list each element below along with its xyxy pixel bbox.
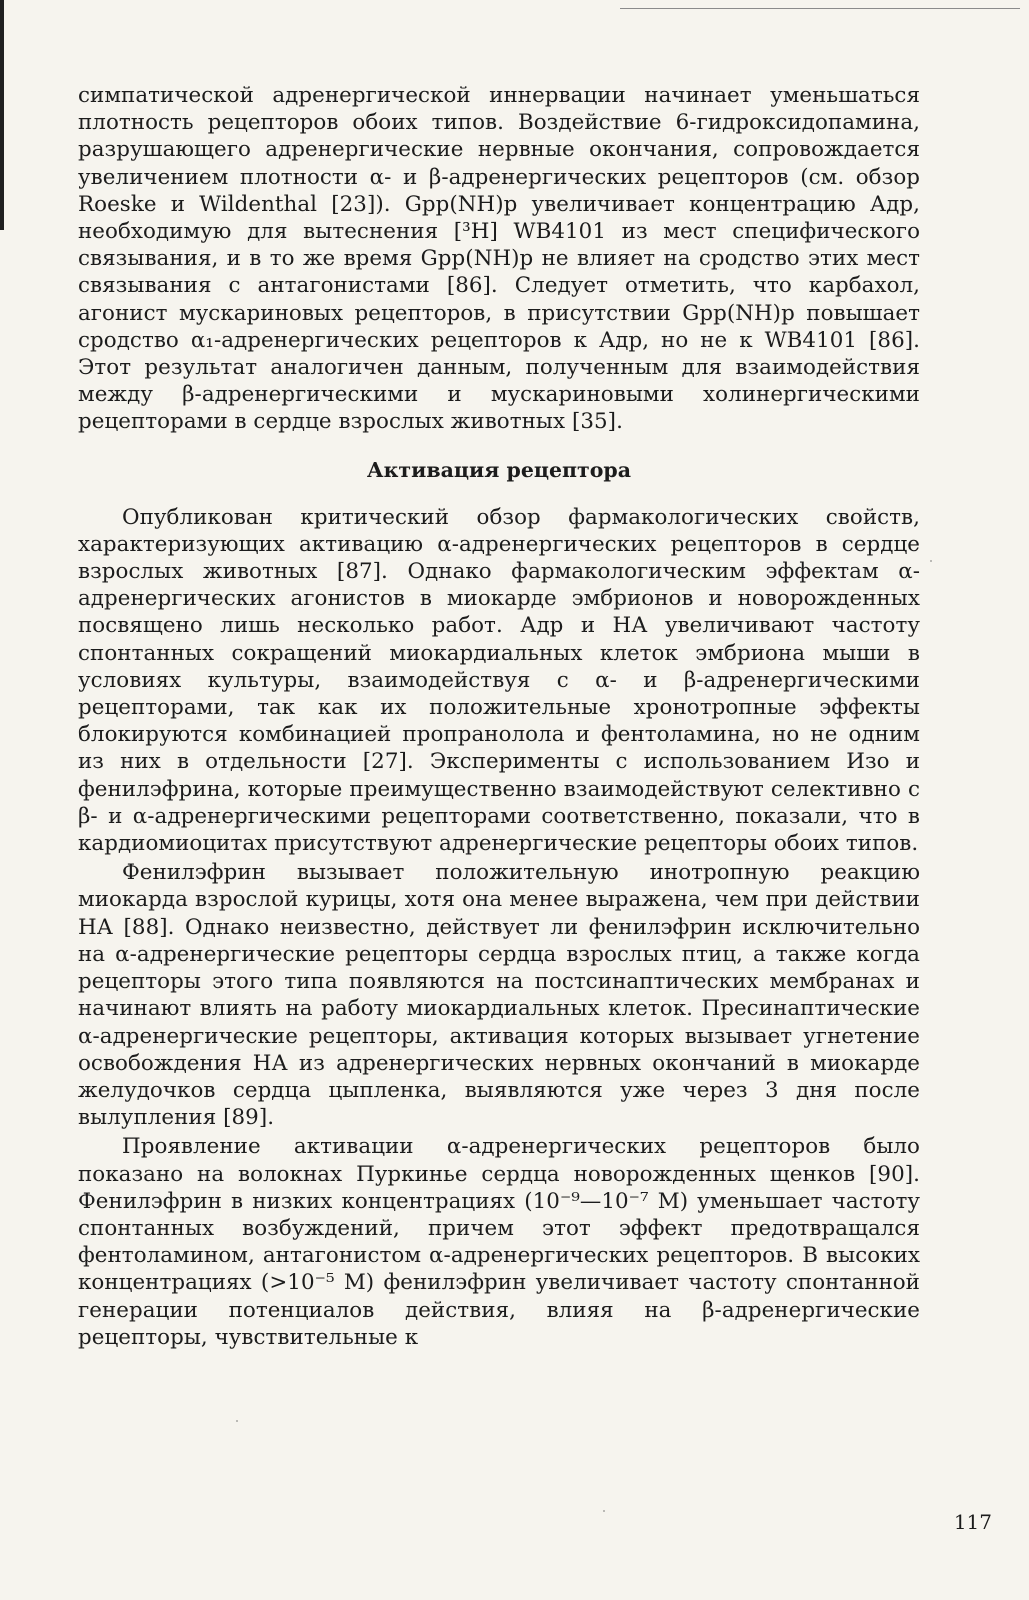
- paragraph-3: Фенилэфрин вызывает положительную инотропную реакцию миокарда взрослой курицы, хотя она менее выражена, чем при действии НА [88]. Однако неизвестно, действует ли фенилэфрин исключительно на α-адренергические рецепторы сердца взрослых птиц, а также когда рецепторы этого типа появляются на постсинаптических мембранах и начинают влиять на работу миокардиальных клеток. Пресинаптические α-адренергические рецепторы, активация которых вызывает угнетение освобождения НА из адренергических нервных окончаний в миокарде желудочков сердца цыпленка, выявляются уже через 3 дня после вылупления [89].: [78, 860, 920, 1131]
- document-page: [78, 82, 992, 1562]
- scan-noise-dot: [603, 1510, 605, 1512]
- section-heading: Активация рецептора: [366, 457, 632, 482]
- scan-noise-dot: [930, 560, 932, 562]
- paragraph-1: симпатической адренергической иннервации начинает уменьшаться плотность рецепторов обоих типов. Воздействие 6-гидроксидопамина, разрушающего адренергические нервные окончания, сопровождается увеличением плотности α- и β-адренергических рецепторов (см. обзор Roeske и Wildenthal [23]). Gpp(NH)p увеличивает концентрацию Адр, необходимую для вытеснения [³H] WB4101 из мест специфического связывания, и в то же время Gpp(NH)p не влияет на сродство этих мест связывания с антагонистами [86]. Следует отметить, что карбахол, агонист мускариновых рецепторов, в присутствии Gpp(NH)p повышает сродство α₁-адренергических рецепторов к Адр, но не к WB4101 [86]. Этот результат аналогичен данным, полученным для взаимодействия между β-адренергическими и мускариновыми холинергическими рецепторами в сердце взрослых животных [35].: [78, 83, 920, 435]
- scan-noise-dot: [236, 1420, 238, 1422]
- scan-edge-mark: [0, 0, 4, 230]
- paragraph-2: Опубликован критический обзор фармакологических свойств, характеризующих активацию α-адренергических рецепторов в сердце взрослых животных [87]. Однако фармакологическим эффектам α-адренергических агонистов в миокарде эмбрионов и новорожденных посвящено лишь несколько работ. Адр и НА увеличивают частоту спонтанных сокращений миокардиальных клеток эмбриона мыши в условиях культуры, взаимодействуя с α- и β-адренергическими рецепторами, так как их положительные хронотропные эффекты блокируются комбинацией пропранолола и фентоламина, но не одним из них в отдельности [27]. Эксперименты с использованием Изо и фенилэфрина, которые преимущественно взаимодействуют селективно с β- и α-адренергическими рецепторами соответственно, показали, что в кардиомиоцитах присутствуют адренергические рецепторы обоих типов.: [78, 504, 920, 857]
- page-number: 117: [953, 1510, 992, 1534]
- scan-top-rule: [620, 8, 1020, 9]
- paragraph-4: Проявление активации α-адренергических рецепторов было показано на волокнах Пуркинье сердца новорожденных щенков [90]. Фенилэфрин в низких концентрациях (10⁻⁹—10⁻⁷ М) уменьшает частоту спонтанных возбуждений, причем этот эффект предотвращался фентоламином, антагонистом α-адренергических рецепторов. В высоких концентрациях (>10⁻⁵ М) фенилэфрин увеличивает частоту спонтанной генерации потенциалов действия, влияя на β-адренергические рецепторы, чувствительные к: [78, 1134, 920, 1350]
